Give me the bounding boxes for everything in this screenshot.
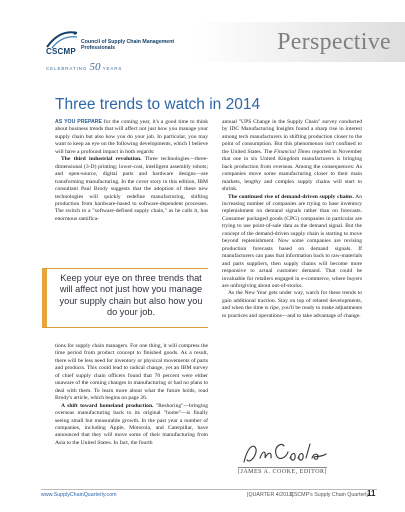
pull-quote-accent-bar [42, 269, 47, 327]
run-in-head-homeland-production: A shift toward homeland production. [61, 402, 154, 409]
article-headline: Three trends to watch in 2014 [55, 96, 261, 113]
homeland-continued-part-a: annual "UPS Change in the Supply Chain" survey conducted by IDC Manufacturing Insights found a sharp rise in interest among tech manufacturers in shifting production closer to the point of consumption. But this phenomenon isn't confined to the United States. The [222, 119, 362, 155]
logo-tagline-years: YEARS [102, 66, 123, 71]
footer-page-number: 11 [367, 489, 376, 498]
paragraph-demand-driven [222, 194, 362, 291]
paragraph-industrial-revolution [55, 156, 208, 223]
editor-signature [238, 440, 368, 470]
footer-rule [41, 489, 377, 490]
cscmp-logo [44, 27, 174, 71]
footer-issue: [QUARTER 4/2013] [247, 492, 294, 498]
paragraph-intro [55, 119, 208, 156]
homeland-continued-part-b: reported in November that one in six United Kingdom manufacturers is bringing back production from overseas. Among the consequences: As companies move some manufacturing closer to their main markets, lengthy and complex supply chains will start to shrink. [222, 148, 362, 193]
paragraph-homeland-production-continued [222, 119, 362, 194]
logo-organization-name: Council of Supply Chain Management Professionals [81, 39, 175, 51]
article-column-1-upper [55, 119, 208, 223]
industrial-revolution-body: Three technologies—three-dimensional (3-D) printing; lower-cost, intelligent assembly robots; and open-source, digital parts and hardware designs—are transforming manufacturing. In the cover story in this edition, IBM consultant Paul Brody suggests that the adoption of these new technologies will quickly redefine manufacturing, shifting production from hardware-based to software-dependent processes. The switch to a "software-defined supply chain," as he calls it, has enormous ramifica- [55, 156, 208, 222]
intro-body: for the coming year, it's a good time to think about business trends that will affect not just how you manage your supply chain but also how you do your job. In particular, you may want to keep an eye on the following developments, which I believe will have a profound impact in both regards: [55, 119, 208, 155]
logo-tagline-celebrating: CELEBRATING [46, 66, 88, 71]
pull-quote [42, 268, 208, 328]
demand-driven-body: An increasing number of companies are trying to base inventory replenishment on demand signals rather than on forecasts. Consumer packaged goods (CPG) companies in particular are trying to use point-of-sale data as the demand signal. But the concept of the demand-driven supply chain is starting to move beyond replenishment. Now some companies are revising production forecasts based on demand signals. If manufacturers can pass that information back to raw-materials and parts suppliers, then supply chains will become more responsive to actual customer demand. That could be invaluable for retailers engaged in e-commerce, where buyers are unforgiving about out-of-stocks. [222, 193, 362, 289]
paragraph-industrial-revolution-continued: tions for supply chain managers. For one thing, it will compress the time period from product concept to finished goods. As a result, there will be less need for inventory or physical movements of parts and products. This could lead to radical change, yet an IBM survey of chief supply chain officers found that 70 percent were either unaware of the coming changes in manufacturing or had no plans to deal with them. To learn more about what the future holds, read Brody's article, which begins on page 26. [55, 343, 208, 402]
pull-quote-text: Keep your eye on three trends that will affect not just how you manage your supply chain but also how you do your job. [59, 273, 203, 317]
logo-tagline-number: 50 [89, 61, 101, 73]
footer-publication: CSCMP's Supply Chain Quarterly [290, 492, 370, 498]
homeland-production-body: "Reshoring"—bringing overseas manufacturing back to its original "home"—is finally seeing small but measurable growth. In the past year a number of companies, including Apple, Motorola, and Caterpillar, have announced that they will move some of their manufacturing from Asia to the United States. In fact, the fourth [55, 402, 208, 446]
paragraph-homeland-production [55, 403, 208, 448]
article-column-2 [222, 119, 362, 320]
section-banner [193, 22, 405, 62]
section-title: Perspective [277, 29, 391, 55]
footer-website-link[interactable]: www.SupplyChainQuarterly.com [41, 492, 117, 498]
lead-in: AS YOU PREPARE [55, 119, 102, 125]
editor-credit: [JAMES A. COOKE, EDITOR] [238, 469, 328, 475]
paragraph-closing: As the New Year gets under way, watch for these trends to gain additional traction. Stay on top of related developments, and when the time is ripe, you'll be ready to make adjustments to practices and operations—and to take advantage of change. [222, 290, 362, 319]
logo-tagline [46, 61, 122, 73]
run-in-head-industrial-revolution: The third industrial revolution. [61, 156, 142, 163]
run-in-head-demand-driven: The continued rise of demand-driven supply chains. [228, 193, 354, 200]
article-column-1-lower [55, 343, 208, 447]
logo-abbreviation: CSCMP [46, 47, 76, 56]
financial-times-title: Financial Times [274, 148, 311, 155]
